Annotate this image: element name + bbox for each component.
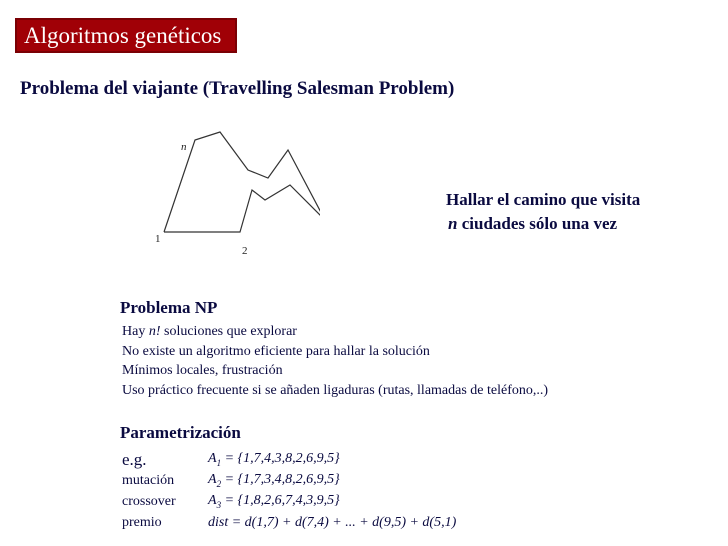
np-line-1-pre: Hay	[122, 324, 149, 339]
param-sub: 2	[216, 478, 222, 489]
goal-statement	[446, 188, 640, 236]
city-label-2: 2	[242, 245, 248, 257]
goal-line-2-text: ciudades sólo una vez	[457, 214, 618, 233]
param-value	[208, 491, 456, 512]
goal-line-1: Hallar el camino que visita	[446, 190, 641, 209]
np-line-4: Uso práctico frecuente si se añaden ligaduras (rutas, llamadas de teléfono,..)	[122, 382, 549, 398]
param-var: A	[208, 493, 217, 509]
param-value	[208, 470, 456, 491]
param-set: = {1,7,4,3,8,2,6,9,5}	[221, 451, 340, 467]
np-line-2: No existe un algoritmo eficiente para hallar la solución	[122, 343, 430, 359]
param-row	[122, 470, 456, 491]
goal-n: n	[448, 214, 458, 233]
city-label-n: n	[181, 141, 187, 153]
np-line-1-post: soluciones que explorar	[160, 324, 297, 339]
np-line-3: Mínimos locales, frustración	[122, 363, 283, 378]
np-section-lines	[122, 322, 548, 400]
param-set: = {1,8,2,6,7,4,3,9,5}	[221, 493, 340, 509]
np-line-1-em: n!	[148, 324, 161, 339]
param-var: A	[208, 472, 217, 488]
param-sub: 3	[216, 499, 222, 510]
tsp-route-diagram	[140, 120, 320, 270]
param-section-title: Parametrización	[120, 423, 241, 442]
tsp-route-path	[164, 132, 320, 232]
param-set: = {1,7,3,4,8,2,6,9,5}	[221, 472, 340, 488]
city-label-1: 1	[155, 233, 161, 245]
np-line-1	[122, 322, 548, 342]
param-label: e.g.	[122, 449, 147, 469]
slide-title: Algoritmos genéticos	[15, 18, 237, 53]
param-sub: 1	[216, 457, 222, 468]
param-value: dist = d(1,7) + d(7,4) + ... + d(9,5) + d(5,1)	[208, 514, 457, 530]
param-row	[122, 512, 456, 533]
param-value	[208, 449, 456, 470]
param-label: mutación	[122, 472, 175, 488]
np-section-title: Problema NP	[120, 298, 218, 317]
param-var: A	[208, 451, 217, 467]
param-label: premio	[122, 514, 162, 530]
param-row	[122, 491, 456, 512]
param-table	[122, 449, 456, 533]
param-label: crossover	[122, 493, 176, 509]
param-row	[122, 449, 456, 470]
slide-heading: Problema del viajante (Travelling Salesman Problem)	[20, 78, 455, 99]
goal-line-2	[446, 212, 640, 236]
